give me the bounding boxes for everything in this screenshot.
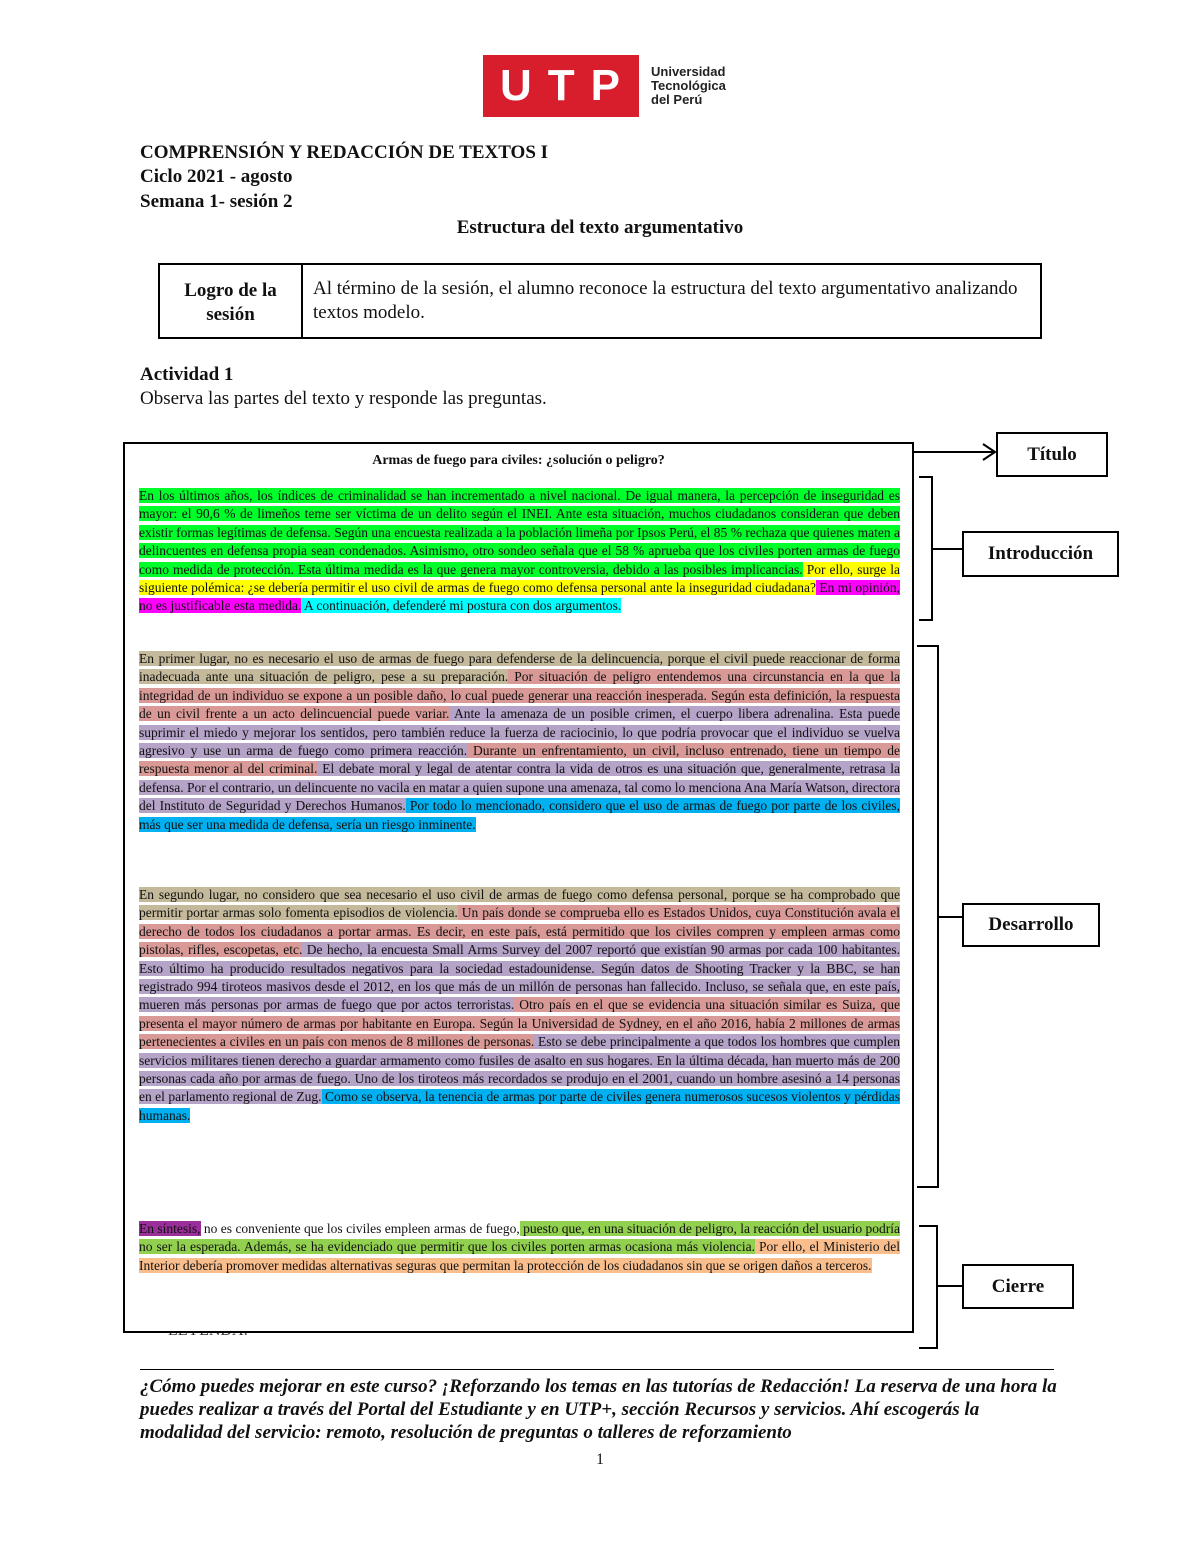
label-desarrollo: Desarrollo xyxy=(962,903,1100,947)
highlight-segment-rose: Otro país en el que se evidencia una situación similar es Suiza, que presenta el mayor número de armas por habitante en Europa. Según la Universidad de Sydney, en el año 2016, había 2 millones de armas pertenecientes a civiles en un país con menos de 8 millones de personas. xyxy=(139,997,900,1050)
highlight-segment-rose: Un país donde se comprueba ello es Estados Unidos, cuya Constitución avala el derecho de todos los ciudadanos a portar armas. Es decir, en este país, está permitido que los civiles compren y empleen armas como pistolas, rifles, escopetas, etc. xyxy=(139,905,900,958)
article-title: Armas de fuego para civiles: ¿solución o peligro? xyxy=(372,453,665,468)
course-name: COMPRENSIÓN Y REDACCIÓN DE TEXTOS I xyxy=(140,142,549,163)
highlight-segment-orange: Por ello, el Ministerio del Interior debería promover medidas alternativas seguras que permitan la protección de los ciudadanos sin que se origen daños a terceros. xyxy=(139,1239,900,1273)
highlight-segment-purple: En síntesis, xyxy=(139,1221,201,1236)
introduccion-bracket xyxy=(919,477,962,620)
cierre-bracket xyxy=(919,1226,962,1348)
highlight-segment-lav: El debate moral y legal de atentar contra la vida de otros es una situación que, generalmente, retrasa la defensa. Por el contrario, un delincuente no vacila en matar a quien supone una amenaza, tal como lo menciona Ana María Watson, directora del Instituto de Seguridad y Derechos Humanos. xyxy=(139,761,901,814)
highlight-segment-lgreen: puesto que, en una situación de peligro, la reacción del usuario podría no ser la esperada. Además, se ha evidenciado que permitir que los civiles porten armas ocasiona más violencia. xyxy=(139,1221,900,1255)
label-titulo: Título xyxy=(996,432,1108,477)
highlight-segment-cyan: A continuación, defenderé mi postura con dos argumentos. xyxy=(301,598,622,614)
label-introduccion: Introducción xyxy=(962,531,1119,577)
cycle-label: Ciclo 2021 - agosto xyxy=(140,166,293,187)
logro-label: Logro de la sesión xyxy=(159,264,302,338)
logro-text: Al término de la sesión, el alumno reconoce la estructura del texto argumentativo analizando textos modelo. xyxy=(302,264,1041,338)
logo-line-3: del Perú xyxy=(651,92,703,107)
highlight-segment-blue: Como se observa, la tenencia de armas por parte de civiles genera numerosos sucesos violentos y pérdidas humanas. xyxy=(139,1089,900,1123)
highlight-segment-green: En los últimos años, los índices de criminalidad se han incrementado a nivel nacional. De igual manera, la percepción de inseguridad es mayor: el 90,6 % de limeños teme ser víctima de un delito según el INEI. Ante esta situación, muchos ciudadanos consideran que deben existir formas legítimas de defensa. Según una encuesta realizada a la población limeña por Ipsos Perú, el 85 % rechaza que quienes maten a delincuentes en defensa propia sean condenados. Asimismo, otro sondeo señala que el 58 % aprueba que los civiles porten armas de fuego como medida de protección. Esta última medida es la que genera mayor controversia, debido a las posibles implicancias. xyxy=(139,488,900,577)
logo-letter-p: P xyxy=(590,61,622,110)
desarrollo-bracket xyxy=(917,646,962,1187)
activity-title: Actividad 1 xyxy=(140,364,234,385)
highlight-segment-lav: De hecho, la encuesta Small Arms Survey del 2007 reportó que existían 90 armas por cada 100 habitantes. Esto último ha producido resultados negativos para la sociedad estadounidense. Según datos de Shooting Tracker y la BBC, se han registrado 994 tiroteos masivos desde el 2012, en los que más de un millón de personas han fallecido. Incluso, se señala que, en este país, mueren más personas por armas de fuego que por actos terroristas. xyxy=(139,942,900,1013)
highlight-segment-lav: Ante la amenaza de un posible crimen, el cuerpo libera adrenalina. Esta puede suprimir el miedo y mejorar los sentidos, pero también reduce la fuerza de raciocinio, lo que podría provocar que el individuo se vuelva agresivo y use un arma de fuego como primera reacción. xyxy=(139,706,900,759)
logo-letter-t: T xyxy=(547,61,577,110)
page-title: Estructura del texto argumentativo xyxy=(456,217,744,238)
highlight-segment-none: no es conveniente que los civiles empleen armas de fuego, xyxy=(200,1221,520,1236)
highlight-segment-yellow: Por ello, surge la siguiente polémica: ¿se debería permitir el uso civil de armas de fuego como defensa personal ante la inseguridad ciudadana? xyxy=(139,561,900,596)
highlight-segment-tan: En primer lugar, no es necesario el uso de armas de fuego para defenderse de la delincuencia, porque el civil puede reaccionar de forma inadecuada ante una situación de peligro, pese a su preparación. xyxy=(139,651,900,685)
footer-tip: ¿Cómo puedes mejorar en este curso? ¡Reforzando los temas en las tutorías de Redacción! La reserva de una hora la puedes realizar a través del Portal del Estudiante y en UTP+, sección Recursos y servicios. Ahí escogerás la modalidad del servicio: remoto, resolución de preguntas o talleres de reforzamiento xyxy=(140,1376,1057,1443)
footer-divider xyxy=(140,1369,1054,1370)
highlight-segment-rose: Durante un enfrentamiento, un civil, incluso entrenado, tiene un tiempo de respuesta menor al del criminal. xyxy=(139,743,900,777)
activity-instruction: Observa las partes del texto y responde las preguntas. xyxy=(140,388,547,409)
highlight-segment-tan: En segundo lugar, no considero que sea necesario el uso civil de armas de fuego como defensa personal, porque se ha comprobado que permitir portar armas solo fomenta episodios de violencia. xyxy=(139,887,900,921)
highlight-segment-blue: Por todo lo mencionado, considero que el uso de armas de fuego por parte de los civiles, más que ser una medida de defensa, sería un riesgo inminente. xyxy=(139,798,900,832)
highlight-segment-magenta: En mi opinión, no es justificable esta medida. xyxy=(139,580,901,614)
highlight-segment-rose: Por situación de peligro entendemos una circunstancia en la que la integridad de un individuo se expone a un posible daño, lo cual puede generar una reacción inesperada. Según esta definición, la respuesta de un civil frente a un acto delincuencial puede variar. xyxy=(139,669,900,722)
logo-letter-u: U xyxy=(499,61,534,110)
page-number: 1 xyxy=(596,1451,604,1468)
logo-line-1: Universidad xyxy=(651,64,726,79)
logo-line-2: Tecnológica xyxy=(651,78,726,93)
week-label: Semana 1- sesión 2 xyxy=(140,191,293,212)
highlight-segment-lav: Esto se debe principalmente a que todos los hombres que cumplen servicios militares tienen derecho a guardar armamento como fusiles de asalto en sus hogares. En la última década, han muerto más de 200 personas cada año por armas de fuego. Uno de los tiroteos más recordados se produjo en el 2001, cuando un hombre asesinó a 14 personas en el parlamento regional de Zug. xyxy=(139,1034,900,1105)
label-cierre: Cierre xyxy=(962,1264,1074,1309)
